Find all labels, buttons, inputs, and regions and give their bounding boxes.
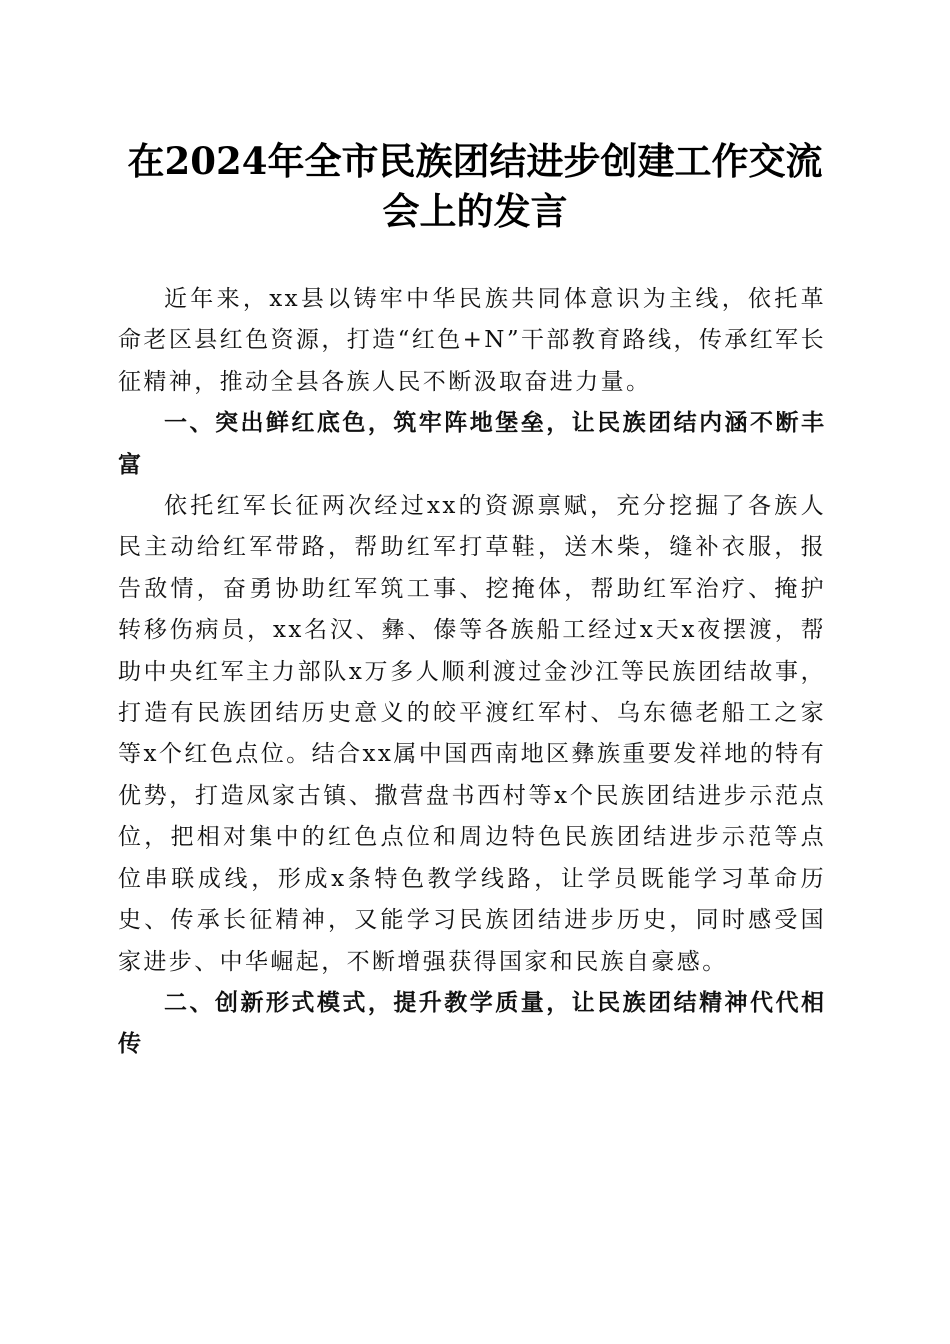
- section-1-paragraph: 依托红军长征两次经过xx的资源禀赋，充分挖掘了各族人民主动给红军带路，帮助红军打草鞋，送木柴，缝补衣服，报告敌情，奋勇协助红军筑工事、挖掩体，帮助红军治疗、掩护转移伤病员，xx名汉、彝、傣等各族船工经过x天x夜摆渡，帮助中央红军主力部队x万多人顺利渡过金沙江等民族团结故事，打造有民族团结历史意义的皎平渡红军村、乌东德老船工之家等x个红色点位。结合xx属中国西南地区彝族重要发祥地的特有优势，打造凤家古镇、撒营盘书西村等x个民族团结进步示范点位，把相对集中的红色点位和周边特色民族团结进步示范等点位串联成线，形成x条特色教学线路，让学员既能学习革命历史、传承长征精神，又能学习民族团结进步历史，同时感受国家进步、中华崛起，不断增强获得国家和民族自豪感。: [118, 493, 826, 975]
- section-2-heading: 二、创新形式模式，提升教学质量，让民族团结精神代代相传: [118, 989, 826, 1058]
- document-title: 在2024年全市民族团结进步创建工作交流会上的发言: [127, 139, 823, 233]
- section-1-heading: 一、突出鲜红底色，筑牢阵地堡垒，让民族团结内涵不断丰富: [118, 410, 826, 478]
- intro-paragraph: 近年来，xx县以铸牢中华民族共同体意识为主线，依托革命老区县红色资源，打造“红色+N”干部教育路线，传承红军长征精神，推动全县各族人民不断汲取奋进力量。: [118, 286, 826, 395]
- document-body: [118, 279, 826, 1066]
